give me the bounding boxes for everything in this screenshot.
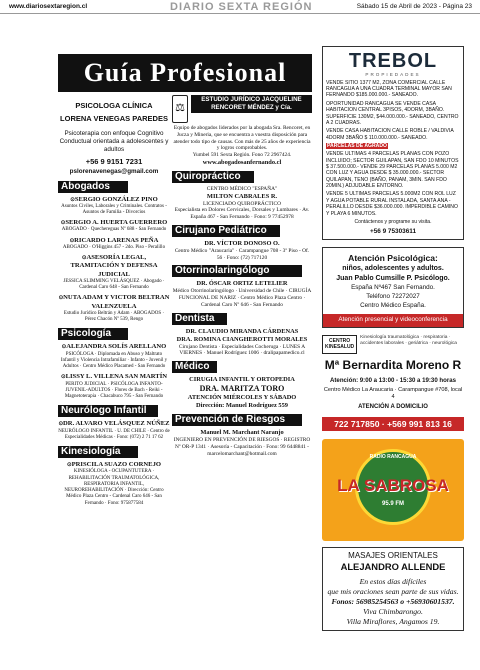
entry-name: ⊙ DR. ALVARO VELÁSQUEZ NÚÑEZ — [58, 420, 170, 428]
entry-body: PSICÓLOGA · Diplomada en Abuso y Maltrato Infantil y Violencia Intrafamiliar · Infanto - Juvenil y Adultos · Centro Médico Placamed - San Fernando — [60, 351, 168, 370]
entry-name: ⊙ SERGIO A. HUERTA GUERRERO — [58, 219, 170, 227]
list-item — [58, 196, 170, 217]
ad-hours: Atención: 9:00 a 13:00 - 15:30 a 19:30 horas — [330, 376, 456, 384]
section-psicologia: Psicología — [58, 328, 128, 340]
guia-profesional-title: Guía Profesional — [58, 54, 312, 92]
ad-phone: Fonos: 56985254563 o +56930601537. — [331, 597, 455, 607]
ad-phone: Teléfono 72272027 — [366, 292, 420, 300]
list-item — [58, 237, 170, 251]
entry-name: ⊙ ALEJANDRA SOLÍS ARELLANO — [58, 343, 170, 351]
list-item — [58, 219, 170, 233]
trebol-phone: +56 9 75303611 — [369, 228, 417, 236]
middle-column — [172, 95, 312, 645]
entry-body: KINESIÓLOGA - OCUPANTUTERA · REHABILITACIÓN TRAUMATOLÓGICA, RESPIRATORIA INFANTIL, NEUROREHABILITACIÓN · Dirección: Centro Médico Plaza Centro - Cardenal Caro 646 - San Fernando · Fono: 975877584 — [64, 469, 164, 506]
ad-body: Centro Médico "Araucaria" · Carampangue 708 - 3º Piso - Of. 56 · Fono: (72) 717120 — [174, 247, 310, 261]
bernardita-ad — [322, 358, 464, 432]
center-name: CENTRO MÉDICO "ESPAÑA" — [206, 185, 278, 192]
section-abogados: Abogados — [58, 181, 128, 193]
ad-address: Dirección: Manuel Rodríguez 559 — [196, 402, 288, 409]
listing-text: VENDE ULTIMAS 4 PARCELAS PLANAS CON POZO INCLUIDO; SECTOR GUILAPAN, SAN FDO 10 MINUTOS $ 37.500.000.- VENDE 29 PARCELAS PLANAS 5.000 M2 CON LUZ Y AGUA DESDE $ 35.000.000.- SECTOR QUILAPAN, TENO (BAÑO, PANAM, 3MIN. SAN FDO 20MIN.) ADJUDABLE ENTORNO. — [326, 151, 459, 190]
listing-text: VENDE SITIO 1377 M2, ZONA COMERCIAL CALLE RANCAGUA A UNA CUADRA TERMINAL MAYOR SAN FERNANDO $185.000.000.- SANEADO. — [326, 79, 452, 99]
page-header — [0, 0, 480, 14]
doctor-name: DR. VÍCTOR DONOSO O. — [204, 239, 280, 247]
listing-text: OPORTUNIDAD RANCAGUA SE VENDE CASA HABITACION CENTRAL 3PISOS, 4DORM, 3BAÑO. SUPERFICIE 130M2, $44.000.000.- SANEADO, CENTRO A 2 CUADRAS. — [326, 100, 459, 126]
trebol-logo: TREBOL — [348, 50, 438, 72]
ad-desc: Psicoterapia con enfoque Cognitivo Conductual orientada a adolescentes y adultos — [59, 129, 169, 154]
doctor-name: DR. ÓSCAR ORTIZ LETELIER — [196, 280, 288, 288]
doctor-name: DRA. MARITZA TORO — [199, 384, 285, 393]
entry-name: ⊙ RICARDO LARENAS PEÑA — [58, 237, 170, 245]
ad-phone: 722 717850 · +569 991 813 16 — [322, 417, 464, 432]
newspaper-name: DIARIO SEXTA REGIÓN — [170, 1, 313, 13]
entry-body: ABOGADO · Quechereguas Nº 688 - San Fernando — [61, 227, 167, 233]
entry-body: JESSICA SLIMMING VELÁSQUEZ · Abogado · Cardenal Caro 648 - San Fernando — [63, 278, 165, 291]
ad-web[interactable]: www.abogadosanfernando.cl — [202, 158, 282, 166]
listing-text: VENDE 5 ULTIMAS PARCELAS 5.000M2 CON ROL LUZ Y AGUA POTABLE RURAL INSTALADA, SANTA ANA - PERALILLO DESDE $36.000.000. IMPERDIBLE CAMINO Y PLAYA 6 MINUTOS. — [326, 191, 458, 217]
entry-body: PERITO JUDICIAL · PSICÓLOGA INFANTO-JUVENIL-ADULTOS · Flores de Bach - Reiki - Magnetoterapia · Chacabuco 795 - San Fernando — [64, 381, 164, 400]
person-name: Manuel M. Marchant Naranjo — [200, 429, 284, 436]
ad-address: Centro Médico La Araucaria · Carampangue #708, local 4 — [323, 387, 463, 401]
section-otorrino: Otorrinolaringólogo — [172, 265, 302, 277]
entry-body: ABOGADO · O'Higgins 457 - 2do. Piso - Peralillo — [62, 244, 166, 250]
kinesalud-desc: Kinesiología traumatológica · respiratoria · accidentes laborales · geriátrica · neurológica — [360, 335, 457, 347]
list-item — [58, 343, 170, 370]
ad-line: que mis oraciones sean parte de sus vidas. — [327, 587, 459, 597]
ad-body: Cirujano Dentista · Especialidades Cocheruga · LUNES A VIERNES · Manuel Rodríguez 1006 · dralipapamedico.cl — [178, 343, 306, 357]
listing-heading: PARCELAS DE AGRADO — [327, 142, 387, 149]
masajes-ad — [322, 547, 464, 631]
kinesalud-logo: CENTRO KINESALUD — [322, 335, 357, 354]
section-neurologo: Neurólogo Infantil — [58, 405, 158, 417]
entry-name: ⊙ LISSY L. VILLENA SAN MARTÍN — [58, 373, 170, 381]
scales-icon: ⚖ — [172, 95, 188, 123]
page-date: Sábado 15 de Abril de 2023 - Página 23 — [356, 3, 472, 10]
listing-text: Contáctenos y programe su visita. — [354, 218, 432, 225]
doctor-name: DR. CLAUDIO MIRANDA CÁRDENAS — [185, 327, 299, 335]
doctor-role: LICENCIADO QUIROPRÁCTICO — [202, 200, 281, 207]
list-item — [58, 461, 170, 507]
ad-title: CIRUGIA INFANTIL Y ORTOPEDIA — [189, 376, 295, 383]
section-quiropractico: Quiropráctico — [172, 171, 254, 183]
entry-body: Estudio Jurídico Beltrán y Adam · ABOGADOS · Pérez Chacón Nº 539, Rengo — [63, 310, 165, 323]
ad-body: Equipo de abogados liderados por la abogada Sra. Rencoret, en Jucza y Mineria, que se encuentra a vuestra disposición para atender todo tipo de causas. Con más de 25 años de experiencia y logros comprobables. — [173, 125, 311, 152]
site-url[interactable]: www.diariosextaregion.cl — [9, 3, 88, 10]
ad-footer: Atención presencial y videoconferencia — [323, 314, 463, 327]
entry-body: NEURÓLOGO INFANTIL · U. DE CHILE · Centro de Especialidades Médicas · Fono: (072) 2 71 17 62 — [58, 428, 170, 440]
ad-name: ALEJANDRO ALLENDE — [340, 561, 446, 573]
list-item — [58, 254, 170, 291]
ad-address: España Nº467 San Fernando. — [351, 283, 435, 291]
ad-address: Villa Miraflores, Angamos 19. — [346, 617, 440, 627]
entry-name: ⊙ PRISCILA SUAZO CORNEJO — [58, 461, 170, 469]
ad-title: PSICOLOGA CLÍNICA — [75, 101, 153, 110]
entry-name: ⊙ SERGIO GONZÁLEZ PINO — [58, 196, 170, 204]
ad-body: Médico Otorrinolaringólogo · Universidad de Chile · CIRUGÍA FUNCIONAL DE NARIZ · Centro Médico Plaza Centro · Cardenal Caro Nº 646 - San Fernando — [172, 288, 312, 308]
trebol-subtitle: PROPIEDADES — [365, 72, 421, 77]
ad-center: Centro Médico España. — [360, 301, 426, 309]
ad-email[interactable]: pslorenavenegas@gmail.com — [69, 167, 159, 175]
list-item — [58, 294, 170, 323]
ad-attention: ATENCIÓN MIÉRCOLES Y SÁBADO — [187, 394, 297, 401]
trebol-propiedades-ad — [322, 46, 464, 240]
ad-line: Viva Chimbarongo. — [363, 607, 423, 617]
la-sabrosa-ad — [322, 439, 464, 541]
section-kinesiologia: Kinesiología — [58, 446, 138, 458]
doctor-name: MILTON CABRALES R. — [206, 192, 278, 200]
section-prevencion: Prevención de Riesgos — [172, 414, 302, 426]
ad-name: LORENA VENEGAS PAREDES — [60, 114, 168, 124]
atencion-psicologica-ad — [322, 247, 464, 328]
ad-body: Especialista en Dolores Cervicales, Dorsales y Lumbares · Av. España 467 - San Fernando · Fono: 9 77452978 — [174, 207, 310, 220]
ad-name: Mª Bernardita Moreno R — [324, 357, 462, 372]
entry-name: ⊙ ASESORÍA LEGAL, TRAMITACIÓN Y DEFENSA JUDICIAL — [58, 254, 170, 279]
section-cirujano-pediatrico: Cirujano Pediátrico — [172, 225, 280, 237]
list-item — [58, 373, 170, 400]
section-dentista: Dentista — [172, 313, 227, 325]
ad-title: ESTUDIO JURÍDICO JACQUELINE RENCORET MÉNDEZ y Cía. — [191, 95, 312, 113]
entry-name: ⊙ NUTA ADAM Y VICTOR BELTRAN VALENZUELA — [58, 294, 170, 310]
entry-body: Asuntos Civiles, Laborales y Criminales. Contratos - Asuntos de Familia - Divorcios — [61, 203, 167, 215]
ad-title: MASAJES ORIENTALES — [348, 551, 438, 561]
ad-phone: +56 9 9151 7231 — [85, 157, 143, 167]
psicologia-clinica-ad — [58, 101, 170, 176]
left-column — [58, 95, 170, 645]
doctor-name-2: DRA. ROMINA CIANGHEROTTI MORALES — [176, 335, 308, 343]
kinesalud-header — [322, 335, 464, 354]
listing-text: VENDE CASA HABITACION CALLE ROBLE / VALDIVIA 4DORM 3BAÑO $ 110.000.000.- SANEADO. — [326, 128, 454, 141]
ad-subtitle: niños, adolescentes y adultos. — [342, 265, 444, 273]
right-column — [322, 46, 464, 651]
list-item — [58, 420, 170, 441]
ad-service: ATENCIÓN A DOMICILIO — [358, 404, 428, 411]
radio-name: RADIO RANCAGUA — [369, 454, 417, 461]
ad-title: Atención Psicológica: — [348, 253, 438, 264]
ad-line: En estos días difíciles — [359, 577, 427, 587]
radio-frequency: 95.9 FM — [381, 501, 404, 508]
radio-brand: LA SABROSA — [337, 476, 449, 496]
section-medico: Médico — [172, 361, 217, 373]
ad-phone: Yumbel 591 Sexta Región. Fono 72 2967424. — [192, 152, 292, 158]
ad-name: Juan Pablo Cumsille P. Psicólogo. — [336, 275, 450, 283]
estudio-juridico-ad — [172, 95, 312, 123]
ad-body: INGENIERO EN PREVENCIÓN DE RIESGOS · REGISTRO Nº OR-P 1341 · Asesoría - Capacitación · Fono: 99 6448841 - marcelomarchant@hotmail.com — [173, 437, 311, 457]
